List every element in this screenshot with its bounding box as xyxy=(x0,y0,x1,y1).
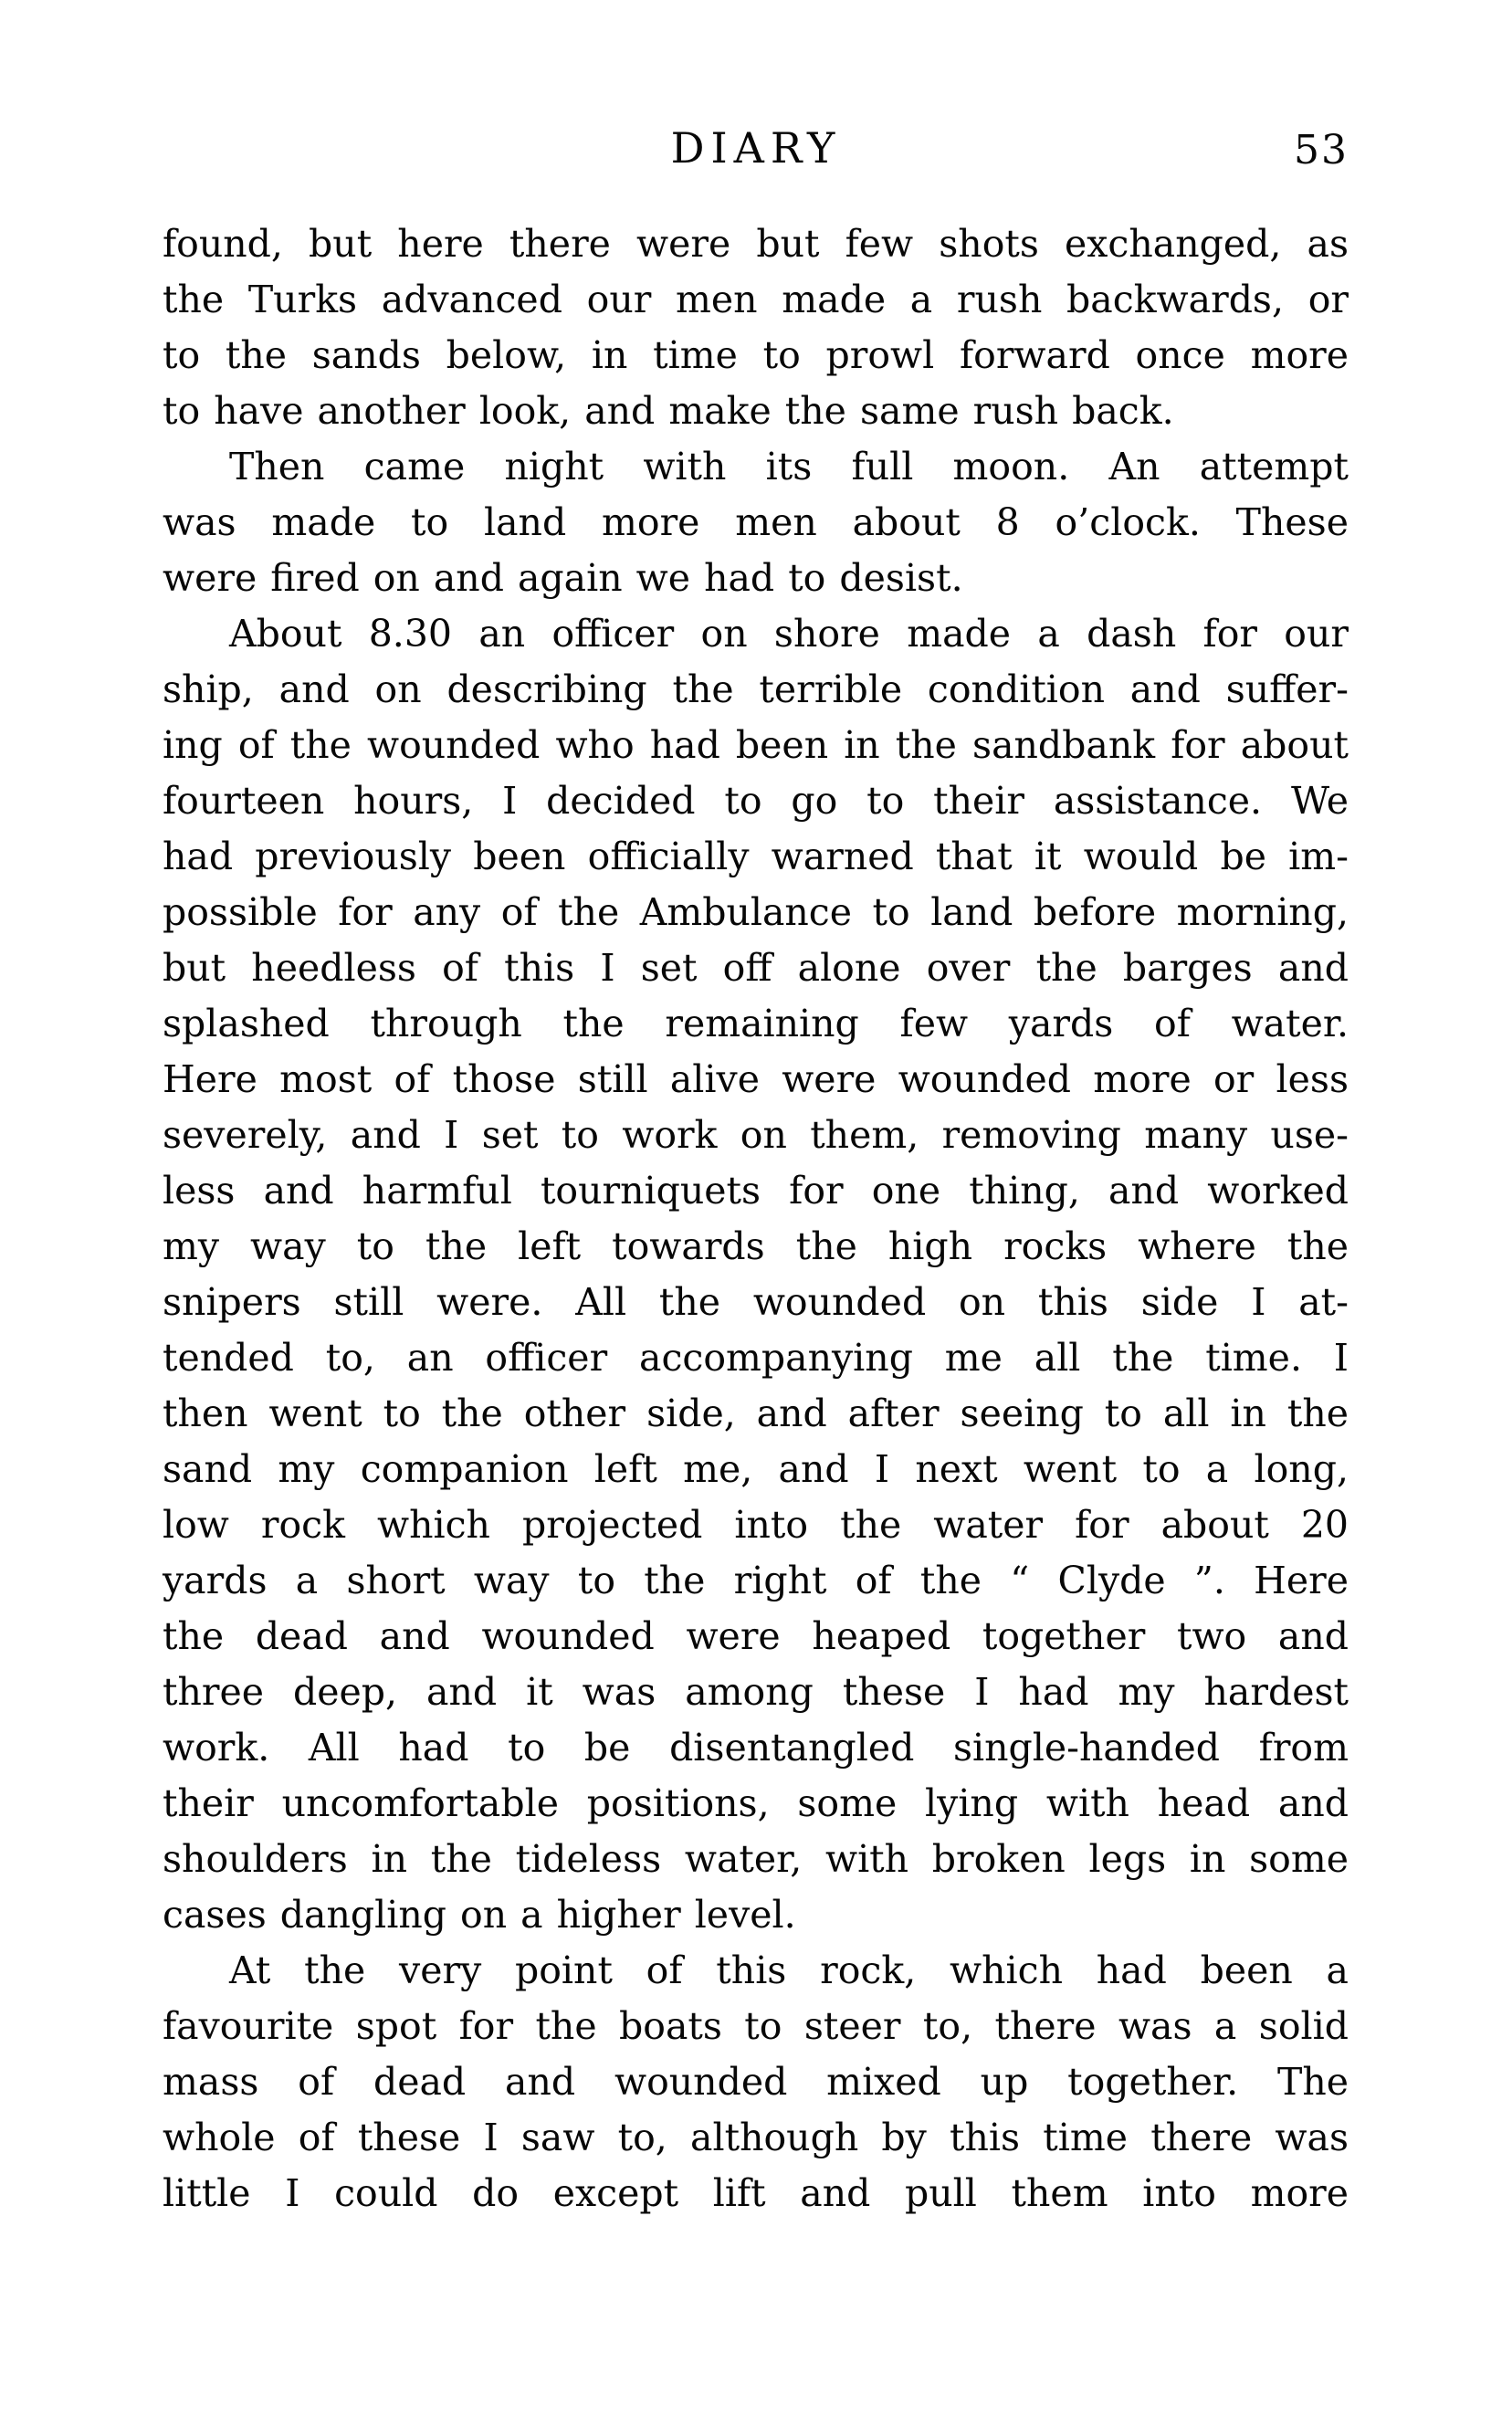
text-line: my way to the left towards the high rocks where the xyxy=(163,1224,1349,1268)
text-line: mass of dead and wounded mixed up together. The xyxy=(163,2060,1349,2104)
text-line: three deep, and it was among these I had my hardest xyxy=(163,1670,1349,1714)
text-line: to have another look, and make the same rush back. xyxy=(163,389,1174,433)
text-line: to the sands below, in time to prowl forward once more xyxy=(163,333,1349,377)
text-line: ing of the wounded who had been in the sandbank for about xyxy=(163,723,1349,767)
text-line: less and harmful tourniquets for one thing, and worked xyxy=(163,1169,1349,1213)
text-line: tended to, an officer accompanying me all the time. I xyxy=(163,1336,1349,1380)
text-line: fourteen hours, I decided to go to their assistance. We xyxy=(163,779,1349,823)
text-line: were fired on and again we had to desist. xyxy=(163,556,963,600)
text-line: cases dangling on a higher level. xyxy=(163,1893,796,1937)
text-line: work. All had to be disentangled single-handed from xyxy=(163,1726,1349,1770)
text-line: splashed through the remaining few yards of water. xyxy=(163,1002,1349,1045)
page-number: 53 xyxy=(1294,127,1349,173)
text-line: little I could do except lift and pull them into more xyxy=(163,2171,1349,2215)
text-line: but heedless of this I set off alone over the barges and xyxy=(163,946,1349,990)
text-line: Then came night with its full moon. An attempt xyxy=(229,445,1349,488)
text-line: yards a short way to the right of the “ Clyde ”. Here xyxy=(163,1559,1349,1602)
text-line: shoulders in the tideless water, with broken legs in some xyxy=(163,1837,1349,1881)
text-line: severely, and I set to work on them, removing many use- xyxy=(163,1113,1349,1157)
text-line: the dead and wounded were heaped together two and xyxy=(163,1614,1349,1658)
text-line: whole of these I saw to, although by this time there was xyxy=(163,2116,1349,2159)
text-line: possible for any of the Ambulance to land before morning, xyxy=(163,890,1349,934)
text-line: had previously been officially warned that it would be im- xyxy=(163,835,1349,878)
text-line: About 8.30 an officer on shore made a dash for our xyxy=(229,612,1349,656)
running-header xyxy=(0,124,1512,188)
text-line: low rock which projected into the water for about 20 xyxy=(163,1503,1349,1547)
running-title: DIARY xyxy=(670,123,842,173)
text-line: favourite spot for the boats to steer to, there was a solid xyxy=(163,2004,1349,2048)
text-line: At the very point of this rock, which had been a xyxy=(229,1948,1349,1992)
text-line: sand my companion left me, and I next went to a long, xyxy=(163,1447,1349,1491)
text-line: was made to land more men about 8 o’clock. These xyxy=(163,500,1349,544)
text-line: their uncomfortable positions, some lying with head and xyxy=(163,1781,1349,1825)
text-line: Here most of those still alive were wounded more or less xyxy=(163,1057,1349,1101)
text-line: the Turks advanced our men made a rush backwards, or xyxy=(163,278,1349,321)
text-line: ship, and on describing the terrible condition and suffer- xyxy=(163,667,1349,711)
body-text xyxy=(163,216,1349,2221)
text-line: found, but here there were but few shots exchanged, as xyxy=(163,222,1349,266)
text-line: then went to the other side, and after seeing to all in the xyxy=(163,1392,1349,1435)
text-line: snipers still were. All the wounded on this side I at- xyxy=(163,1280,1349,1324)
